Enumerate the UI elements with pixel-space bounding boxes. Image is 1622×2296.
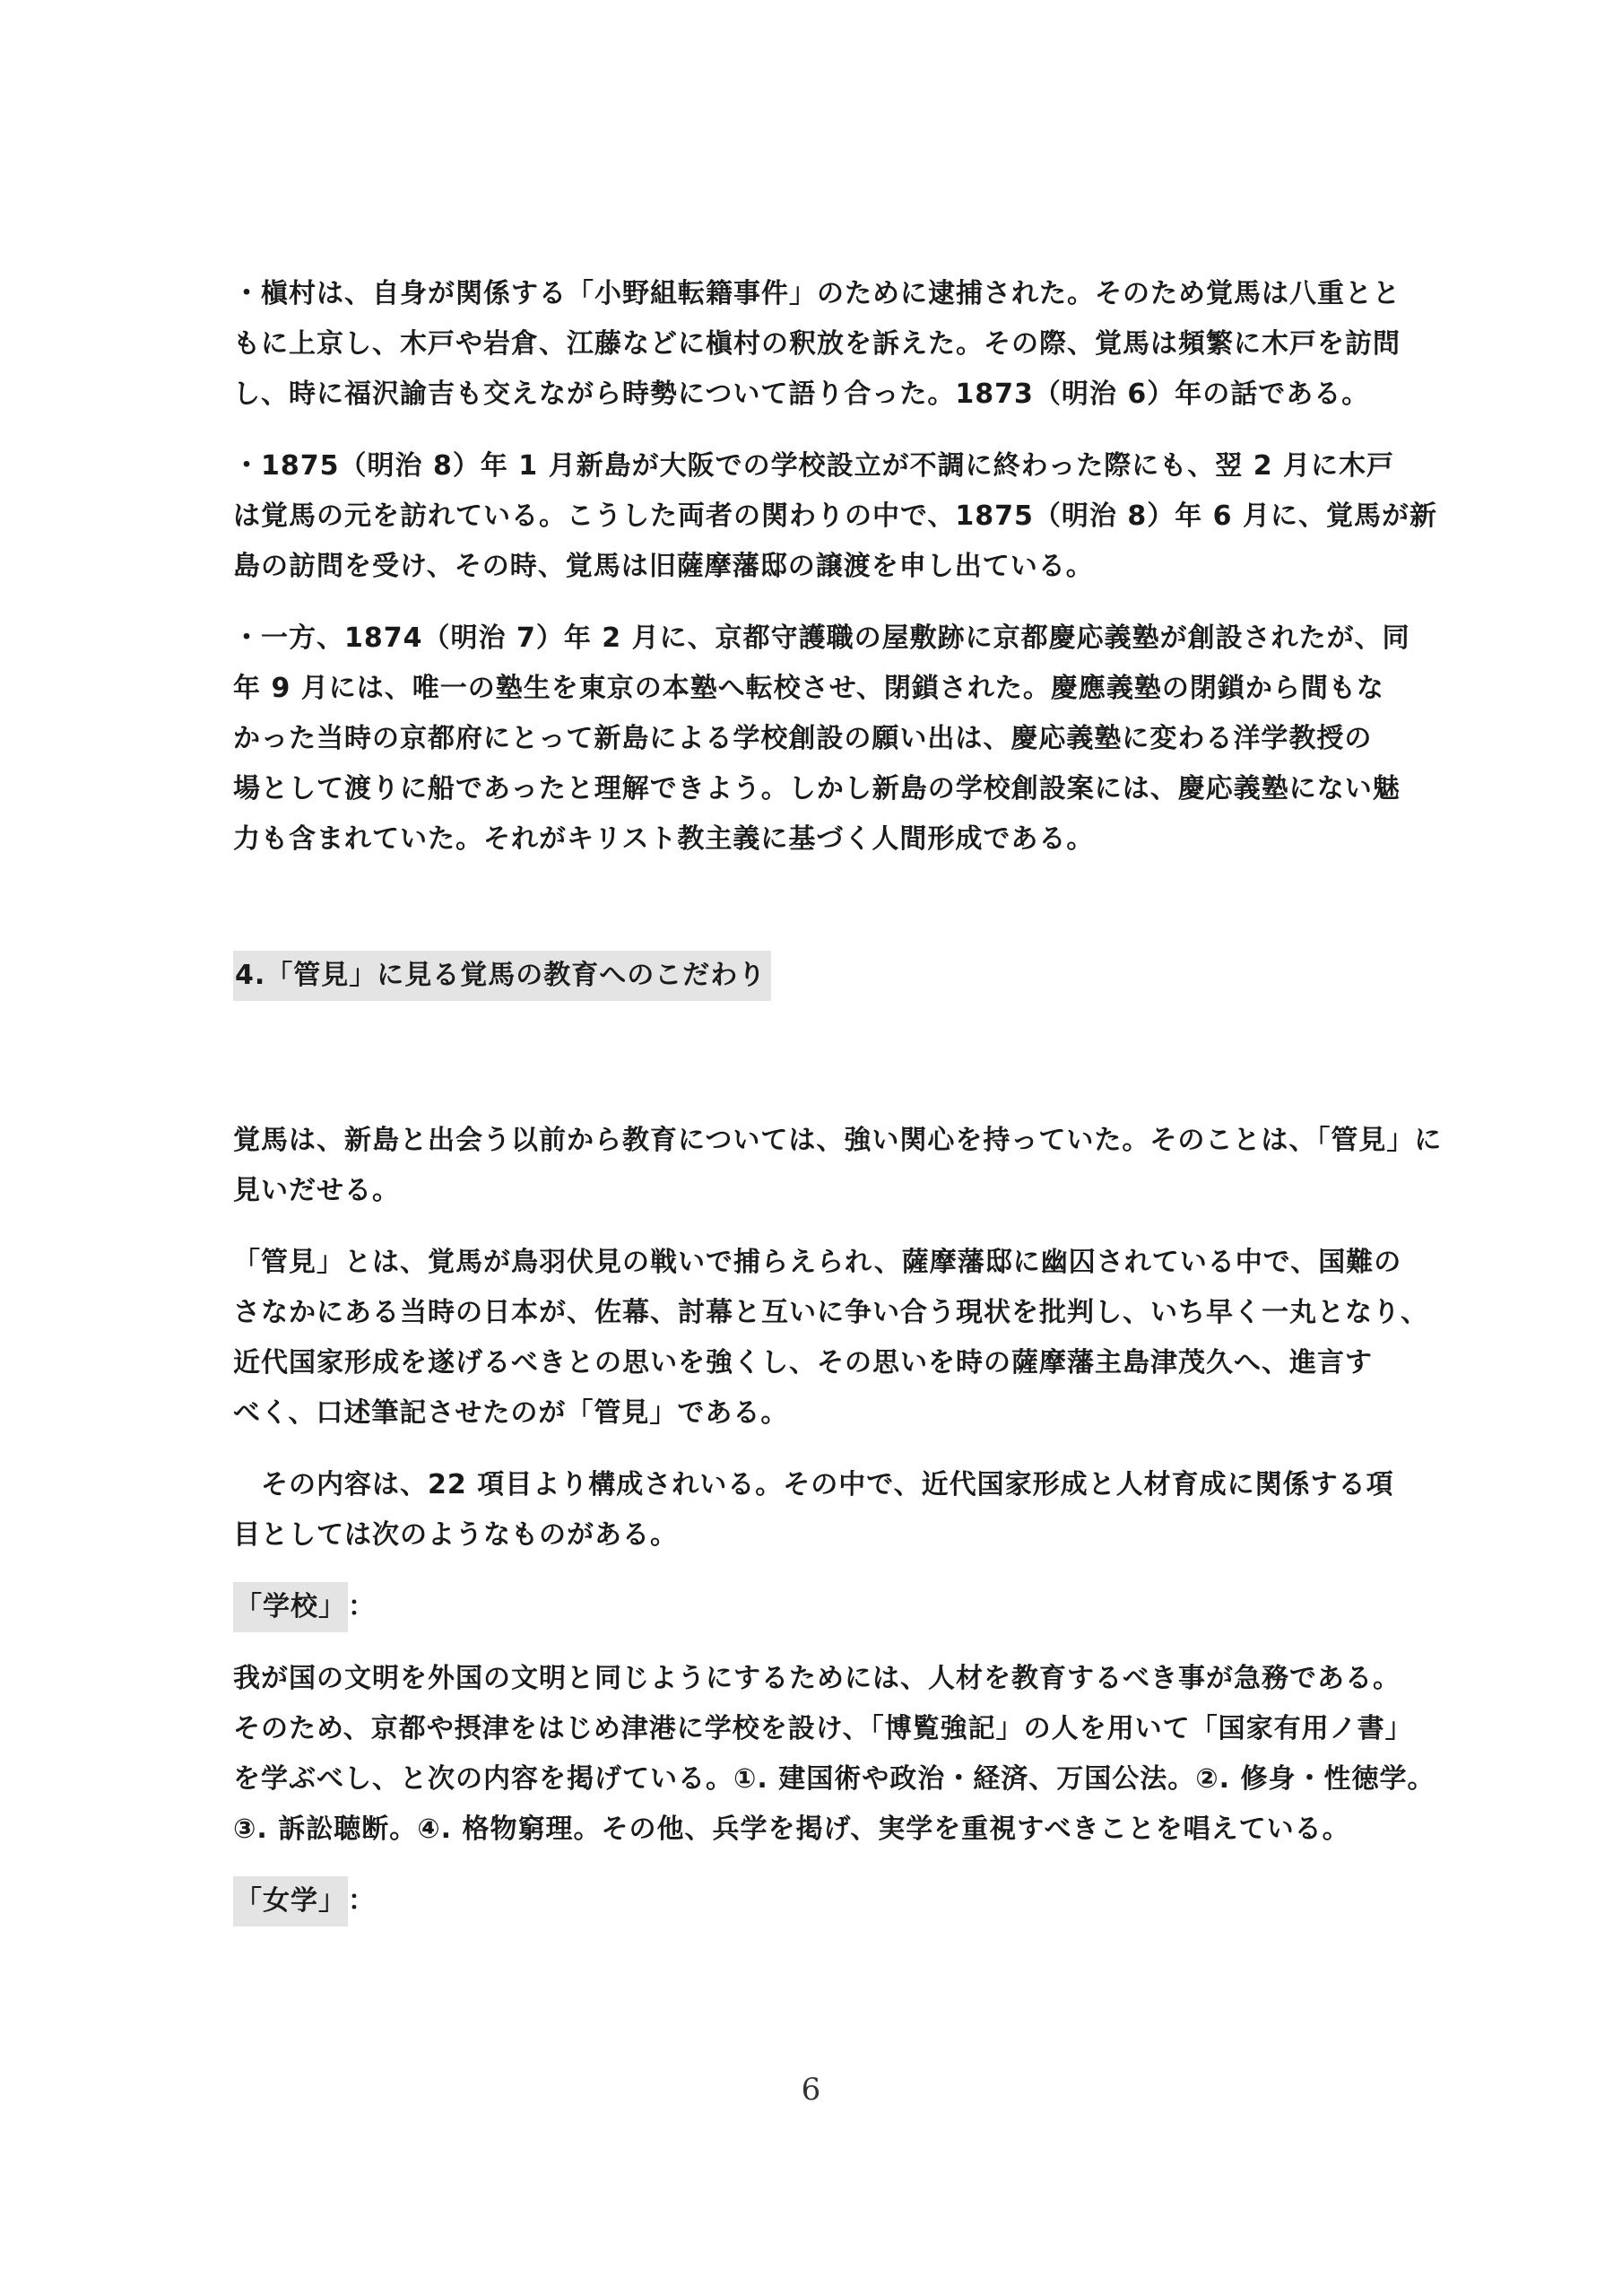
text-line: さなかにある当時の日本が、佐幕、討幕と互いに争い合う現状を批判し、いち早く一丸となり、 xyxy=(233,1297,1428,1328)
bullet-paragraph-makimura xyxy=(233,269,1399,420)
text-line: もに上京し、木戸や岩倉、江藤などに槇村の釈放を訴えた。その際、覚馬は頻繁に木戸を訪問 xyxy=(233,328,1401,360)
text-line: 目としては次のようなものがある。 xyxy=(233,1519,678,1551)
text-line: し、時に福沢諭吉も交えながら時勢について語り合った。1873（明治 6）年の話である。 xyxy=(233,378,1370,410)
bullet-paragraph-keio-kyoto xyxy=(233,613,1410,865)
text-line: べく、口述筆記させたのが「管見」である。 xyxy=(233,1397,789,1429)
text-line: 我が国の文明を外国の文明と同じようにするためには、人材を教育するべき事が急務である。 xyxy=(233,1663,1401,1694)
school-paragraph xyxy=(233,1654,1436,1855)
text-line: を学ぶべし、と次の内容を掲げている。①. 建国術や政治・経済、万国公法。②. 修身・性徳学。 xyxy=(233,1763,1436,1795)
subheading-colon: ： xyxy=(348,1591,376,1622)
section-paragraph-interest xyxy=(233,1116,1443,1216)
subheading-women xyxy=(233,1876,1399,1926)
text-line: ・1875（明治 8）年 1 月新島が大阪での学校設立が不調に終わった際にも、翌 2 月に木戸 xyxy=(233,450,1395,482)
text-line: 覚馬は、新島と出会う以前から教育については、強い関心を持っていた。そのことは、「管見」に xyxy=(233,1125,1443,1156)
section-heading: 4.「管見」に見る覚馬の教育へのこだわり xyxy=(233,951,771,1001)
section-heading-wrapper xyxy=(233,951,1399,1001)
text-line: 島の訪問を受け、その時、覚馬は旧薩摩藩邸の譲渡を申し出ている。 xyxy=(233,551,1094,582)
section-paragraph-contents xyxy=(233,1460,1399,1561)
text-line: は覚馬の元を訪れている。こうした両者の関わりの中で、1875（明治 8）年 6 月に、覚馬が新 xyxy=(233,500,1437,532)
text-line: 年 9 月には、唯一の塾生を東京の本塾へ転校させ、閉鎖された。慶應義塾の閉鎖から間もな xyxy=(233,673,1384,704)
bullet-paragraph-kido-visit xyxy=(233,441,1437,592)
text-line: ・槇村は、自身が関係する「小野組転籍事件」のために逮捕された。そのため覚馬は八重とと xyxy=(233,278,1401,309)
subheading-school xyxy=(233,1582,1399,1632)
subheading-women-label: 「女学」 xyxy=(233,1876,348,1926)
text-line: 場として渡りに船であったと理解できよう。しかし新島の学校創設案には、慶応義塾にない魅 xyxy=(233,773,1401,804)
text-line: かった当時の京都府にとって新島による学校創設の願い出は、慶応義塾に変わる洋学教授の xyxy=(233,723,1373,754)
section-paragraph-kanken-definition xyxy=(233,1238,1428,1439)
text-line: 力も含まれていた。それがキリスト教主義に基づく人間形成である。 xyxy=(233,823,1095,855)
text-line: 近代国家形成を遂げるべきとの思いを強くし、その思いを時の薩摩藩主島津茂久へ、進言す xyxy=(233,1347,1373,1378)
page-number: 6 xyxy=(801,2072,821,2108)
text-line: ・一方、1874（明治 7）年 2 月に、京都守護職の屋敷跡に京都慶応義塾が創設されたが、同 xyxy=(233,622,1410,654)
subheading-colon: ： xyxy=(348,1885,376,1917)
subheading-school-label: 「学校」 xyxy=(233,1582,348,1632)
text-line: そのため、京都や摂津をはじめ津港に学校を設け、「博覧強記」の人を用いて「国家有用ノ書」 xyxy=(233,1713,1413,1744)
text-line: 見いだせる。 xyxy=(233,1175,400,1206)
text-line: その内容は、22 項目より構成されいる。その中で、近代国家形成と人材育成に関係する項 xyxy=(233,1469,1394,1500)
text-line: 「管見」とは、覚馬が鳥羽伏見の戦いで捕らえられ、薩摩藩邸に幽囚されている中で、国難の xyxy=(233,1247,1402,1278)
page-content xyxy=(233,269,1443,1948)
text-line: ③. 訴訟聴断。④. 格物窮理。その他、兵学を掲げ、実学を重視すべきことを唱えている。 xyxy=(233,1813,1350,1845)
